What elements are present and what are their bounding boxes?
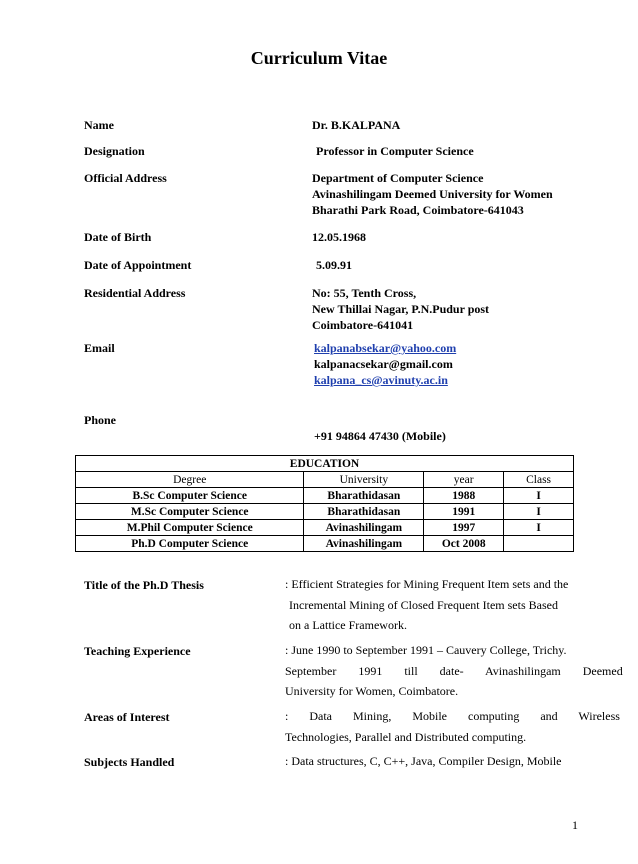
table-cell: I — [504, 520, 574, 536]
table-cell: Oct 2008 — [424, 536, 504, 552]
doa-value: 5.09.91 — [316, 258, 352, 272]
table-header-row — [76, 472, 574, 488]
interests-label: Areas of Interest — [84, 710, 170, 724]
thesis-line: Incremental Mining of Closed Frequent Item sets Based — [289, 597, 558, 612]
phone-value: +91 94864 47430 (Mobile) — [314, 429, 446, 443]
name-value: Dr. B.KALPANA — [312, 118, 401, 132]
page-number: 1 — [572, 818, 578, 832]
table-cell — [504, 536, 574, 552]
education-heading: EDUCATION — [76, 456, 574, 472]
subjects-line: : Data structures, C, C++, Java, Compiler Design, Mobile — [285, 754, 562, 768]
table-cell: Avinashilingam — [304, 520, 424, 536]
official-address-label: Official Address — [84, 171, 167, 185]
interests-value — [285, 706, 620, 747]
column-header: Class — [504, 472, 574, 488]
official-address-value — [312, 170, 553, 218]
teaching-label: Teaching Experience — [84, 644, 191, 658]
dob-label: Date of Birth — [84, 230, 152, 244]
teaching-line: September 1991 till date- Avinashilingam Deemed — [285, 663, 623, 678]
column-header: Degree — [76, 472, 304, 488]
designation-label: Designation — [84, 144, 145, 158]
email-text: kalpanacsekar@gmail.com — [314, 357, 453, 371]
email-label: Email — [84, 341, 115, 355]
table-cell: B.Sc Computer Science — [76, 488, 304, 504]
table-cell: 1997 — [424, 520, 504, 536]
email-link[interactable]: kalpanabsekar@yahoo.com — [314, 341, 457, 355]
email-link[interactable]: kalpana_cs@avinuty.ac.in — [314, 373, 448, 387]
thesis-label: Title of the Ph.D Thesis — [84, 578, 204, 592]
table-cell: 1988 — [424, 488, 504, 504]
table-row — [76, 488, 574, 504]
education-table — [75, 455, 574, 552]
subjects-label: Subjects Handled — [84, 755, 175, 769]
subjects-value — [285, 751, 580, 772]
thesis-line: : Efficient Strategies for Mining Frequent Item sets and the — [285, 577, 569, 591]
column-header: year — [424, 472, 504, 488]
residential-address-line: New Thillai Nagar, P.N.Pudur post — [312, 302, 490, 316]
official-address-line: Avinashilingam Deemed University for Women — [312, 187, 553, 201]
residential-address-line: Coimbatore-641041 — [312, 318, 414, 332]
teaching-line: : June 1990 to September 1991 – Cauvery College, Trichy. — [285, 643, 567, 657]
teaching-line: University for Women, Coimbatore. — [285, 684, 459, 698]
official-address-line: Bharathi Park Road, Coimbatore-641043 — [312, 203, 524, 217]
teaching-value — [285, 640, 623, 702]
table-cell: I — [504, 488, 574, 504]
name-label: Name — [84, 118, 114, 132]
table-row — [76, 536, 574, 552]
residential-address-label: Residential Address — [84, 286, 186, 300]
interests-line: Technologies, Parallel and Distributed computing. — [285, 729, 527, 744]
phone-label: Phone — [84, 413, 117, 427]
interests-line: : Data Mining, Mobile computing and Wireless — [285, 709, 620, 723]
dob-value: 12.05.1968 — [312, 230, 366, 244]
email-value — [314, 340, 456, 388]
table-row — [76, 520, 574, 536]
table-cell: Bharathidasan — [304, 504, 424, 520]
official-address-line: Department of Computer Science — [312, 171, 484, 185]
table-cell: M.Phil Computer Science — [76, 520, 304, 536]
table-cell: M.Sc Computer Science — [76, 504, 304, 520]
page-title: Curriculum Vitae — [250, 48, 388, 68]
table-cell: Ph.D Computer Science — [76, 536, 304, 552]
table-row — [76, 504, 574, 520]
table-cell: Avinashilingam — [304, 536, 424, 552]
residential-address-value — [312, 285, 489, 333]
doa-label: Date of Appointment — [84, 258, 192, 272]
table-cell: I — [504, 504, 574, 520]
thesis-value — [285, 574, 580, 636]
thesis-line: on a Lattice Framework. — [289, 618, 407, 632]
table-cell: Bharathidasan — [304, 488, 424, 504]
designation-value: Professor in Computer Science — [316, 144, 474, 158]
column-header: University — [304, 472, 424, 488]
table-cell: 1991 — [424, 504, 504, 520]
residential-address-line: No: 55, Tenth Cross, — [312, 286, 417, 300]
